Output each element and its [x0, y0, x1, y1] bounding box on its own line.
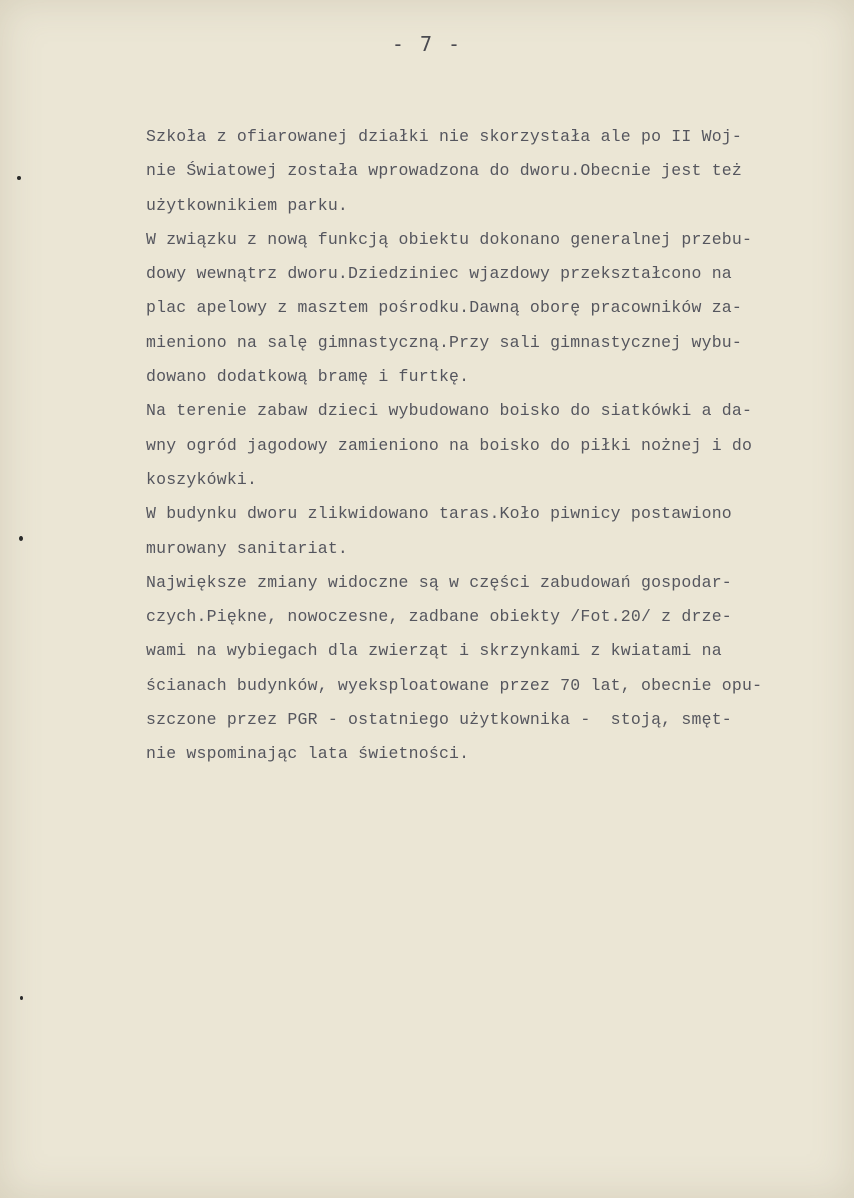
margin-speck — [19, 536, 23, 541]
margin-speck — [17, 176, 21, 180]
text-line: dowano dodatkową bramę i furtkę. — [146, 367, 470, 387]
page-number: - 7 - — [391, 32, 463, 56]
text-line: szczone przez PGR - ostatniego użytkownika - stoją, smęt- — [146, 710, 732, 730]
text-line: mieniono na salę gimnastyczną.Przy sali gimnastycznej wybu- — [146, 332, 742, 352]
text-line: W związku z nową funkcją obiektu dokonano generalnej przebu- — [146, 229, 753, 249]
text-line: wami na wybiegach dla zwierząt i skrzynkami z kwiatami na — [146, 641, 722, 661]
text-line: murowany sanitariat. — [146, 538, 349, 558]
text-line: dowy wewnątrz dworu.Dziedziniec wjazdowy przekształcono na — [146, 264, 732, 284]
text-line: plac apelowy z masztem pośrodku.Dawną oborę pracowników za- — [146, 298, 742, 318]
text-line: użytkownikiem parku. — [146, 195, 349, 215]
text-line: Największe zmiany widoczne są w części zabudowań gospodar- — [146, 572, 732, 592]
text-line: koszykówki. — [146, 469, 258, 489]
margin-speck — [20, 996, 23, 1000]
typed-text-body — [146, 120, 836, 772]
text-line: Na terenie zabaw dzieci wybudowano boisko do siatkówki a da- — [146, 401, 753, 421]
text-line: wny ogród jagodowy zamieniono na boisko do piłki nożnej i do — [146, 435, 753, 455]
text-line: ścianach budynków, wyeksploatowane przez 70 lat, obecnie opu- — [146, 675, 763, 695]
text-line: czych.Piękne, nowoczesne, zadbane obiekty /Fot.20/ z drze- — [146, 607, 732, 627]
text-line: W budynku dworu zlikwidowano taras.Koło piwnicy postawiono — [146, 504, 732, 524]
text-line: Szkoła z ofiarowanej działki nie skorzystała ale po II Woj- — [146, 127, 742, 146]
text-line: nie wspominając lata świetności. — [146, 744, 470, 764]
text-line: nie Światowej została wprowadzona do dworu.Obecnie jest też — [146, 161, 742, 181]
